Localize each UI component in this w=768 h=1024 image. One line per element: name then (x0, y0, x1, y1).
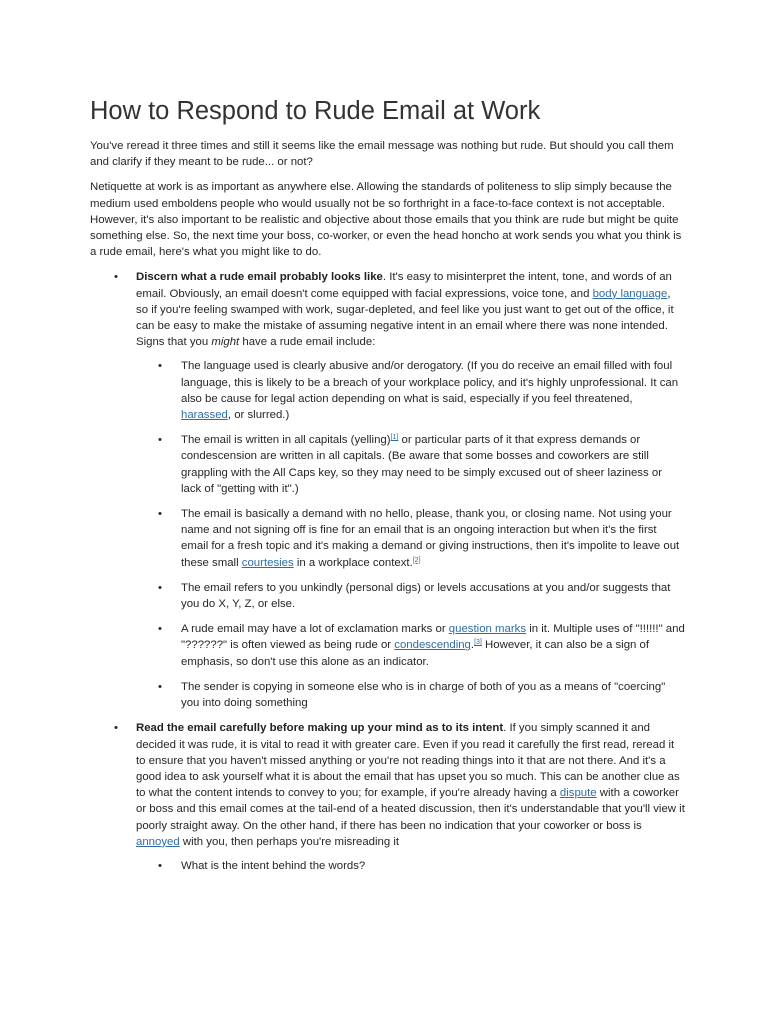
link-body-language[interactable]: body language (592, 287, 668, 300)
item-text: in it. Multiple uses of "!!!!!!" and "??????" is often viewed as being rude or (181, 623, 685, 652)
list-item (136, 580, 685, 612)
item-text: The sender is copying in someone else who is in charge of both of you as a means of "coercing" you into doing something (181, 680, 666, 710)
item-text: The email is basically a demand with no hello, please, thank you, or closing name. Not using your name and not signing off is fine for an email that is an ongoing interaction but when it's the first email for a fresh topic and it's making a demand or giving instructions, then it's impolite to leave out these small (181, 508, 680, 569)
item-text: A rude email may have a lot of exclamation marks or (181, 623, 449, 636)
bullet-icon: • (158, 508, 162, 521)
list-item (136, 432, 685, 497)
bullet-icon: • (158, 623, 162, 636)
bullet-icon: • (158, 680, 162, 693)
step-text: . It's easy to misinterpret the intent, tone, and words of an email. Obviously, an email doesn't come equipped with facial expressions, voice tone, and (136, 271, 672, 300)
step-text: have a rude email include: (239, 336, 376, 349)
bullet-icon: • (158, 581, 162, 594)
link-question-marks[interactable]: question marks (448, 623, 527, 636)
footnote-1-link[interactable]: [1] (390, 434, 399, 442)
footnote-2-link[interactable]: [2] (412, 556, 421, 564)
link-condescending[interactable]: condescending (394, 639, 471, 652)
intro-paragraph: You've reread it three times and still it seems like the email message was nothing but rude. But should you call them and clarify if they meant to be rude... or not? (90, 140, 674, 169)
step-text: . If you simply scanned it and decided it was rude, it is vital to read it with greater care. Even if you read it carefully the first read, reread it to ensure that you haven't missed anything or you're not reading things into it that are not there. And it's a good idea to ask yourself what it is about the email that has upset you so much. This can be another clue as to what the content intends to convey to you; for example, if you're already having a (136, 722, 680, 800)
item-text: , or slurred.) (227, 409, 290, 422)
list-item (136, 358, 685, 423)
item-text: However, it can also be a sign of emphasis, so don't use this alone as an indicator. (181, 639, 650, 668)
step-text: with a coworker or boss and this email comes at the tail-end of a heated discussion, then it's understandable that you'll view it poorly straight away. On the other hand, if there has been no indication that your coworker or boss is (136, 787, 685, 832)
link-annoyed[interactable]: annoyed (136, 835, 180, 848)
item-text: The language used is clearly abusive and/or derogatory. (If you do receive an email filled with foul language, this is likely to be a breach of your workplace policy, and it's highly unprofessional. It can also be cause for legal action depending on what is said, especially if you feel threatened, (181, 360, 679, 405)
list-item (136, 858, 685, 874)
list-item (136, 679, 685, 711)
list-item (90, 720, 685, 874)
list-item (90, 269, 685, 711)
list-item (136, 506, 685, 571)
rude-signs-list (136, 358, 685, 711)
item-text: . (470, 639, 475, 652)
step-text: with you, then perhaps you're misreading it (179, 835, 400, 848)
list-item (136, 621, 685, 670)
intent-questions-list (136, 858, 685, 874)
item-text: in a workplace context. (293, 556, 413, 569)
bullet-icon: • (114, 271, 118, 284)
netiquette-paragraph: Netiquette at work is as important as anywhere else. Allowing the standards of politeness to slip simply because the medium used emboldens people who would usually not be so forthright in a face-to-face context is not acceptable. However, it's also important to be realistic and objective about those emails that you think are rude but might be quite something else. So, the next time your boss, co-worker, or even the head honcho at work sends you what you think is a rude email, here's what you might like to do. (90, 181, 682, 259)
link-dispute[interactable]: dispute (559, 787, 597, 800)
bullet-icon: • (158, 360, 162, 373)
step-heading: Discern what a rude email probably looks like (136, 271, 383, 284)
item-text: What is the intent behind the words? (181, 859, 366, 872)
link-courtesies[interactable]: courtesies (241, 556, 294, 569)
item-text: The email is written in all capitals (yelling) (181, 434, 391, 447)
link-harassed[interactable]: harassed (181, 409, 228, 422)
main-steps-list (90, 269, 685, 874)
bullet-icon: • (114, 722, 118, 735)
article-body (90, 94, 685, 883)
footnote-3-link[interactable]: [3] (474, 639, 482, 647)
page-title: How to Respond to Rude Email at Work (90, 97, 541, 125)
item-text: The email refers to you unkindly (personal digs) or levels accusations at you and/or suggests that you do X, Y, Z, or else. (181, 581, 671, 611)
bullet-icon: • (158, 434, 162, 447)
bullet-icon: • (158, 859, 162, 872)
step-heading: Read the email carefully before making up your mind as to its intent (136, 722, 504, 735)
item-text: or particular parts of it that express demands or condescension are written in all capitals. (Be aware that some bosses and coworkers are still grappling with the All Caps key, so they may need to be simply excused out of sheer laziness or lack of "getting with it".) (181, 434, 662, 495)
step-text: , so if you're feeling swamped with work, sugar-depleted, and feel like you just want to get out of the office, it can be easy to make the mistake of assuming negative intent in an email where there was none intended. Signs that you (136, 287, 674, 349)
emphasis-text: might (211, 336, 240, 349)
